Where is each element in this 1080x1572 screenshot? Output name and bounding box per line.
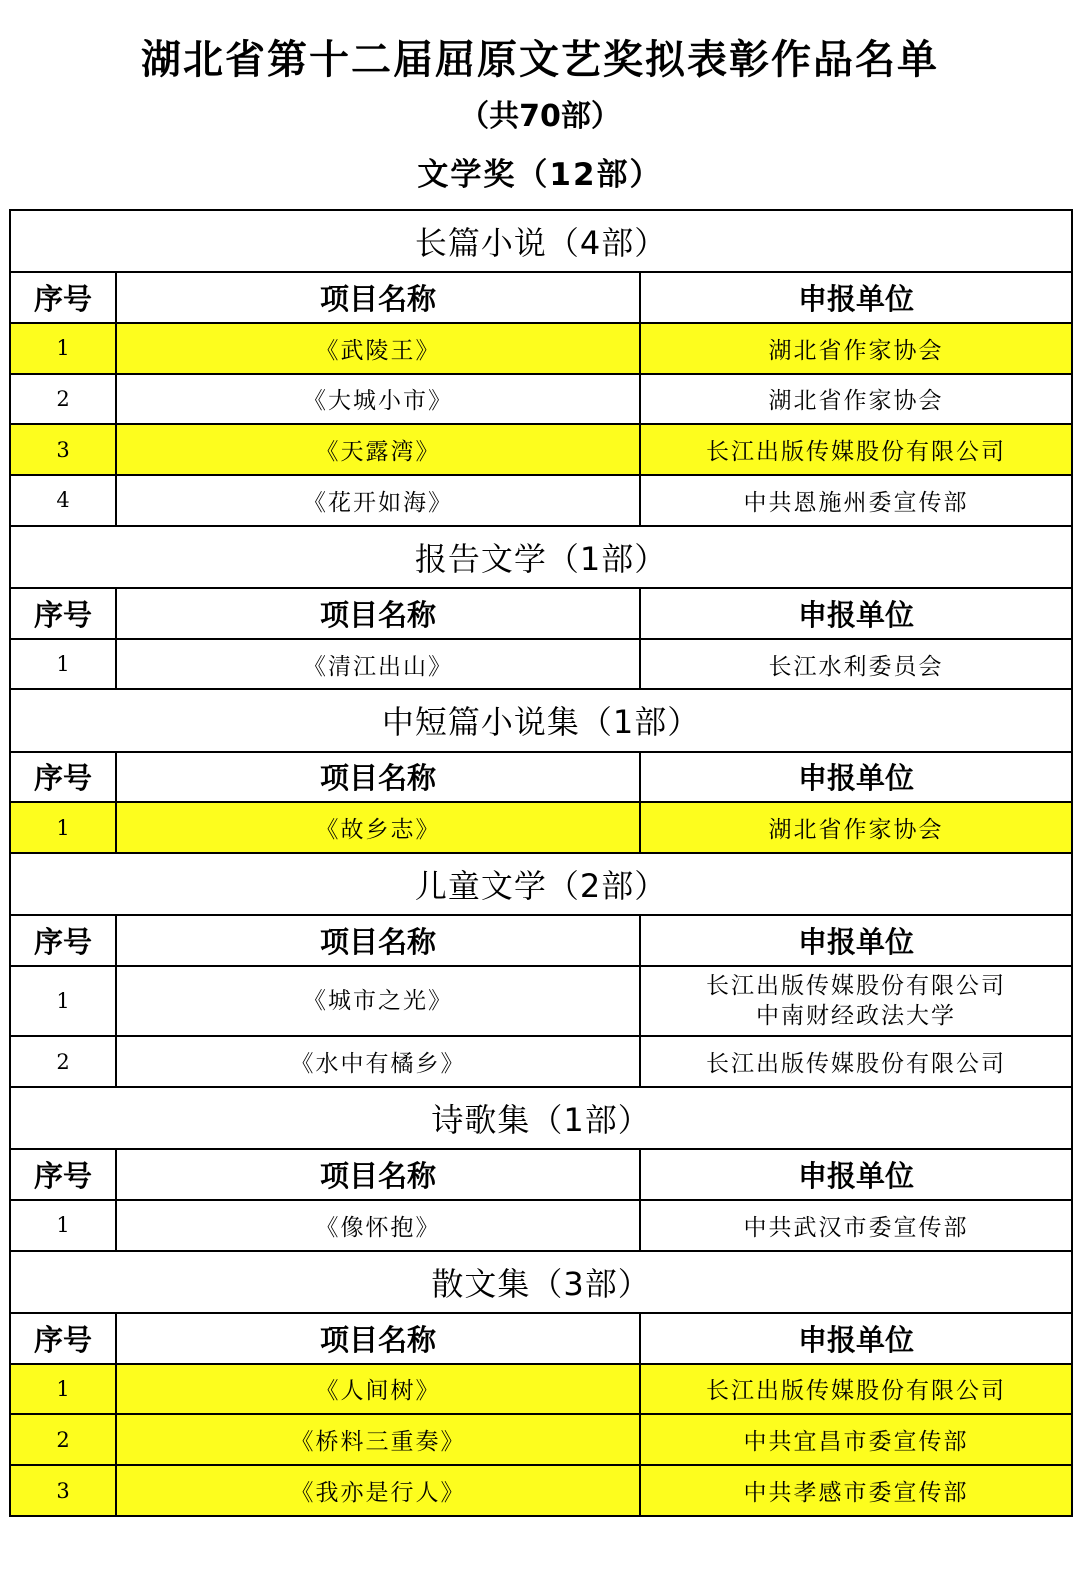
section-header-essays xyxy=(10,1251,1072,1313)
column-header-name: 项目名称 xyxy=(116,588,640,639)
document-total: （共70部） xyxy=(459,99,621,134)
row-unit: 长江出版传媒股份有限公司 xyxy=(640,424,1072,475)
row-name: 《故乡志》 xyxy=(116,802,640,853)
section-title: 长篇小说（4部） xyxy=(10,210,1072,272)
row-index: 1 xyxy=(10,1364,116,1415)
row-unit-line-2: 中南财经政法大学 xyxy=(756,1003,957,1030)
table-row xyxy=(10,1414,1072,1465)
section-title: 中短篇小说集（1部） xyxy=(10,689,1072,751)
column-header-name: 项目名称 xyxy=(116,1313,640,1364)
row-unit: 长江水利委员会 xyxy=(640,639,1072,690)
row-index: 3 xyxy=(10,1465,116,1516)
row-unit xyxy=(640,966,1072,1036)
table-row xyxy=(10,1036,1072,1087)
row-unit: 长江出版传媒股份有限公司 xyxy=(640,1364,1072,1415)
column-header-row xyxy=(10,272,1072,323)
table-row xyxy=(10,639,1072,690)
column-header-name: 项目名称 xyxy=(116,1149,640,1200)
row-index: 2 xyxy=(10,374,116,425)
column-header-name: 项目名称 xyxy=(116,752,640,803)
row-unit: 中共恩施州委宣传部 xyxy=(640,475,1072,526)
row-index: 3 xyxy=(10,424,116,475)
row-index: 1 xyxy=(10,966,116,1036)
row-name: 《武陵王》 xyxy=(116,323,640,374)
column-header-index: 序号 xyxy=(10,588,116,639)
column-header-unit: 申报单位 xyxy=(640,915,1072,966)
row-unit: 湖北省作家协会 xyxy=(640,374,1072,425)
column-header-name: 项目名称 xyxy=(116,272,640,323)
row-name: 《桥料三重奏》 xyxy=(116,1414,640,1465)
section-header-children xyxy=(10,853,1072,915)
document-title: 湖北省第十二届屈原文艺奖拟表彰作品名单 xyxy=(141,37,939,83)
column-header-row xyxy=(10,1313,1072,1364)
row-index: 4 xyxy=(10,475,116,526)
row-unit-line-1: 长江出版传媒股份有限公司 xyxy=(706,973,1007,1000)
row-name: 《人间树》 xyxy=(116,1364,640,1415)
table-row xyxy=(10,1200,1072,1251)
column-header-row xyxy=(10,752,1072,803)
column-header-unit: 申报单位 xyxy=(640,1149,1072,1200)
row-name: 《像怀抱》 xyxy=(116,1200,640,1251)
column-header-unit: 申报单位 xyxy=(640,588,1072,639)
row-name: 《花开如海》 xyxy=(116,475,640,526)
table-row xyxy=(10,802,1072,853)
row-unit: 中共宜昌市委宣传部 xyxy=(640,1414,1072,1465)
row-unit: 长江出版传媒股份有限公司 xyxy=(640,1036,1072,1087)
row-unit: 中共武汉市委宣传部 xyxy=(640,1200,1072,1251)
row-unit: 湖北省作家协会 xyxy=(640,323,1072,374)
row-index: 1 xyxy=(10,1200,116,1251)
table-row xyxy=(10,323,1072,374)
table-row xyxy=(10,374,1072,425)
column-header-row xyxy=(10,588,1072,639)
row-unit: 湖北省作家协会 xyxy=(640,802,1072,853)
row-name: 《天露湾》 xyxy=(116,424,640,475)
section-header-poetry xyxy=(10,1087,1072,1149)
row-name: 《水中有橘乡》 xyxy=(116,1036,640,1087)
table-row xyxy=(10,424,1072,475)
row-name: 《清江出山》 xyxy=(116,639,640,690)
section-title: 诗歌集（1部） xyxy=(10,1087,1072,1149)
row-name: 《大城小市》 xyxy=(116,374,640,425)
section-title: 儿童文学（2部） xyxy=(10,853,1072,915)
table-row xyxy=(10,1465,1072,1516)
column-header-unit: 申报单位 xyxy=(640,752,1072,803)
section-title: 报告文学（1部） xyxy=(10,526,1072,588)
column-header-row xyxy=(10,915,1072,966)
column-header-unit: 申报单位 xyxy=(640,272,1072,323)
column-header-index: 序号 xyxy=(10,752,116,803)
column-header-index: 序号 xyxy=(10,272,116,323)
table-row xyxy=(10,1364,1072,1415)
column-header-index: 序号 xyxy=(10,1149,116,1200)
section-header-reportage xyxy=(10,526,1072,588)
column-header-index: 序号 xyxy=(10,1313,116,1364)
row-name: 《我亦是行人》 xyxy=(116,1465,640,1516)
section-header-novel xyxy=(10,210,1072,272)
column-header-row xyxy=(10,1149,1072,1200)
row-index: 2 xyxy=(10,1414,116,1465)
column-header-index: 序号 xyxy=(10,915,116,966)
award-table xyxy=(9,209,1073,1517)
row-index: 2 xyxy=(10,1036,116,1087)
row-index: 1 xyxy=(10,639,116,690)
column-header-unit: 申报单位 xyxy=(640,1313,1072,1364)
column-header-name: 项目名称 xyxy=(116,915,640,966)
row-index: 1 xyxy=(10,802,116,853)
row-unit: 中共孝感市委宣传部 xyxy=(640,1465,1072,1516)
table-row xyxy=(10,966,1072,1036)
section-title: 散文集（3部） xyxy=(10,1251,1072,1313)
award-category: 文学奖（12部） xyxy=(417,157,663,193)
section-header-short-stories xyxy=(10,689,1072,751)
row-name: 《城市之光》 xyxy=(116,966,640,1036)
row-index: 1 xyxy=(10,323,116,374)
table-row xyxy=(10,475,1072,526)
